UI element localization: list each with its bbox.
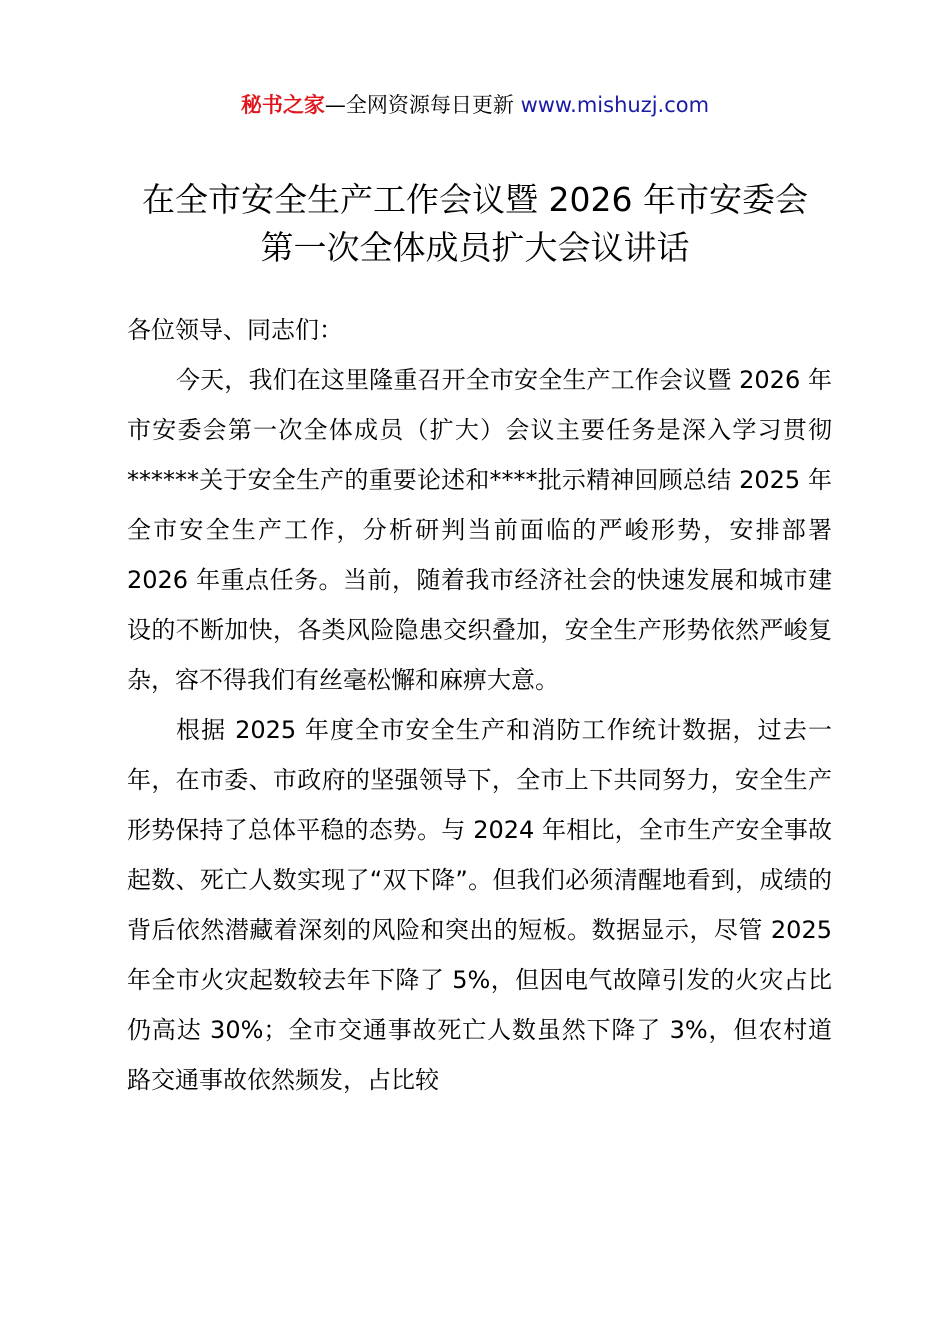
site-url-link[interactable]: www.mishuzj.com — [520, 93, 710, 117]
site-slogan: —全网资源每日更新 — [324, 93, 514, 117]
paragraph: 根据 2025 年度全市安全生产和消防工作统计数据，过去一年，在市委、市政府的坚强领导下，全市上下共同努力，安全生产形势保持了总体平稳的态势。与 2024 年相比，全市生产安全事故起数、死亡人数实现了“双下降”。但我们必须清醒地看到，成绩的背后依然潜藏着深刻的风险和突出的短板。数据显示，尽管 2025 年全市火灾起数较去年下降了 5%，但因电气故障引发的火灾占比仍高达 30%；全市交通事故死亡人数虽然下降了 3%，但农村道路交通事故依然频发，占比较 — [127, 716, 832, 1094]
greeting: 各位领导、同志们： — [127, 316, 343, 344]
title-line-2: 第一次全体成员扩大会议讲话 — [260, 228, 690, 267]
document-title — [100, 176, 850, 272]
document-body — [127, 305, 832, 1105]
title-line-1: 在全市安全生产工作会议暨 2026 年市安委会 — [142, 180, 808, 219]
site-header — [0, 88, 950, 122]
site-name: 秘书之家 — [240, 93, 325, 117]
paragraph: 今天，我们在这里隆重召开全市安全生产工作会议暨 2026 年市安委会第一次全体成员（扩大）会议主要任务是深入学习贯彻******关于安全生产的重要论述和****批示精神回顾总结 2025 年全市安全生产工作，分析研判当前面临的严峻形势，安排部署 2026 年重点任务。当前，随着我市经济社会的快速发展和城市建设的不断加快，各类风险隐患交织叠加，安全生产形势依然严峻复杂，容不得我们有丝毫松懈和麻痹大意。 — [127, 366, 832, 694]
